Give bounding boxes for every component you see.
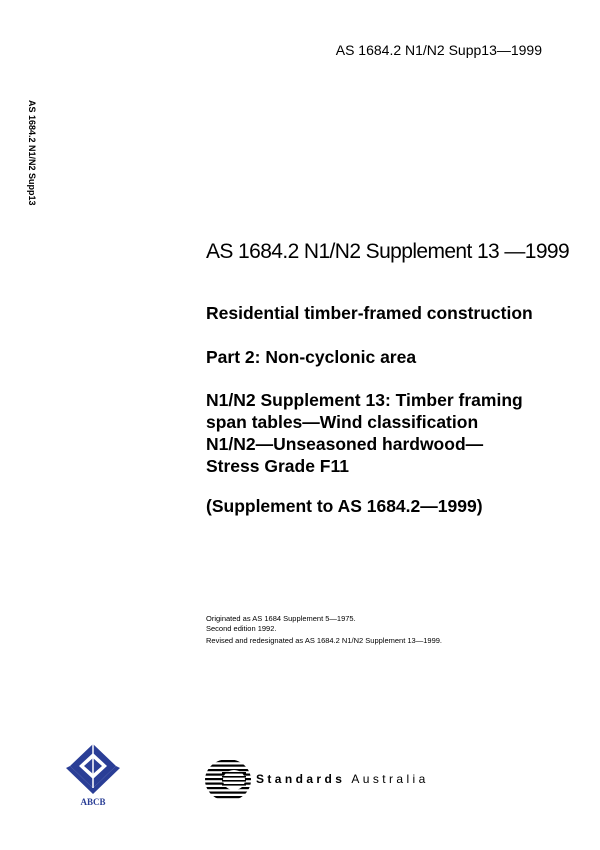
supplement-title-line: N1/N2 Supplement 13: Timber framing <box>206 390 523 410</box>
supplement-title <box>206 389 523 477</box>
standards-australia-globe-icon <box>204 758 254 802</box>
publication-history <box>206 614 442 646</box>
supplement-title-line: span tables—Wind classification <box>206 412 479 432</box>
document-title: AS 1684.2 N1/N2 Supplement 13 —1999 <box>206 240 570 263</box>
abcb-logo-icon <box>62 742 124 808</box>
series-title: Residential timber-framed construction <box>206 303 533 323</box>
supplement-title-line: Stress Grade F11 <box>206 456 349 476</box>
history-line: Second edition 1992. <box>206 624 277 633</box>
history-line: Originated as AS 1684 Supplement 5—1975. <box>206 614 356 623</box>
supplement-title-line: N1/N2—Unseasoned hardwood— <box>206 434 484 454</box>
history-line: Revised and redesignated as AS 1684.2 N1/N2 Supplement 13—1999. <box>206 636 442 645</box>
wordmark-standards: Standards <box>256 772 346 786</box>
part-title: Part 2: Non-cyclonic area <box>206 347 417 367</box>
header-document-code: AS 1684.2 N1/N2 Supp13—1999 <box>335 42 542 58</box>
standards-australia-wordmark <box>256 772 429 786</box>
spine-label: AS 1684.2 N1/N2 Supp13 <box>27 100 37 206</box>
wordmark-australia: Australia <box>351 772 429 786</box>
supplement-note: (Supplement to AS 1684.2—1999) <box>206 496 483 516</box>
svg-text:ABCB: ABCB <box>80 797 106 807</box>
